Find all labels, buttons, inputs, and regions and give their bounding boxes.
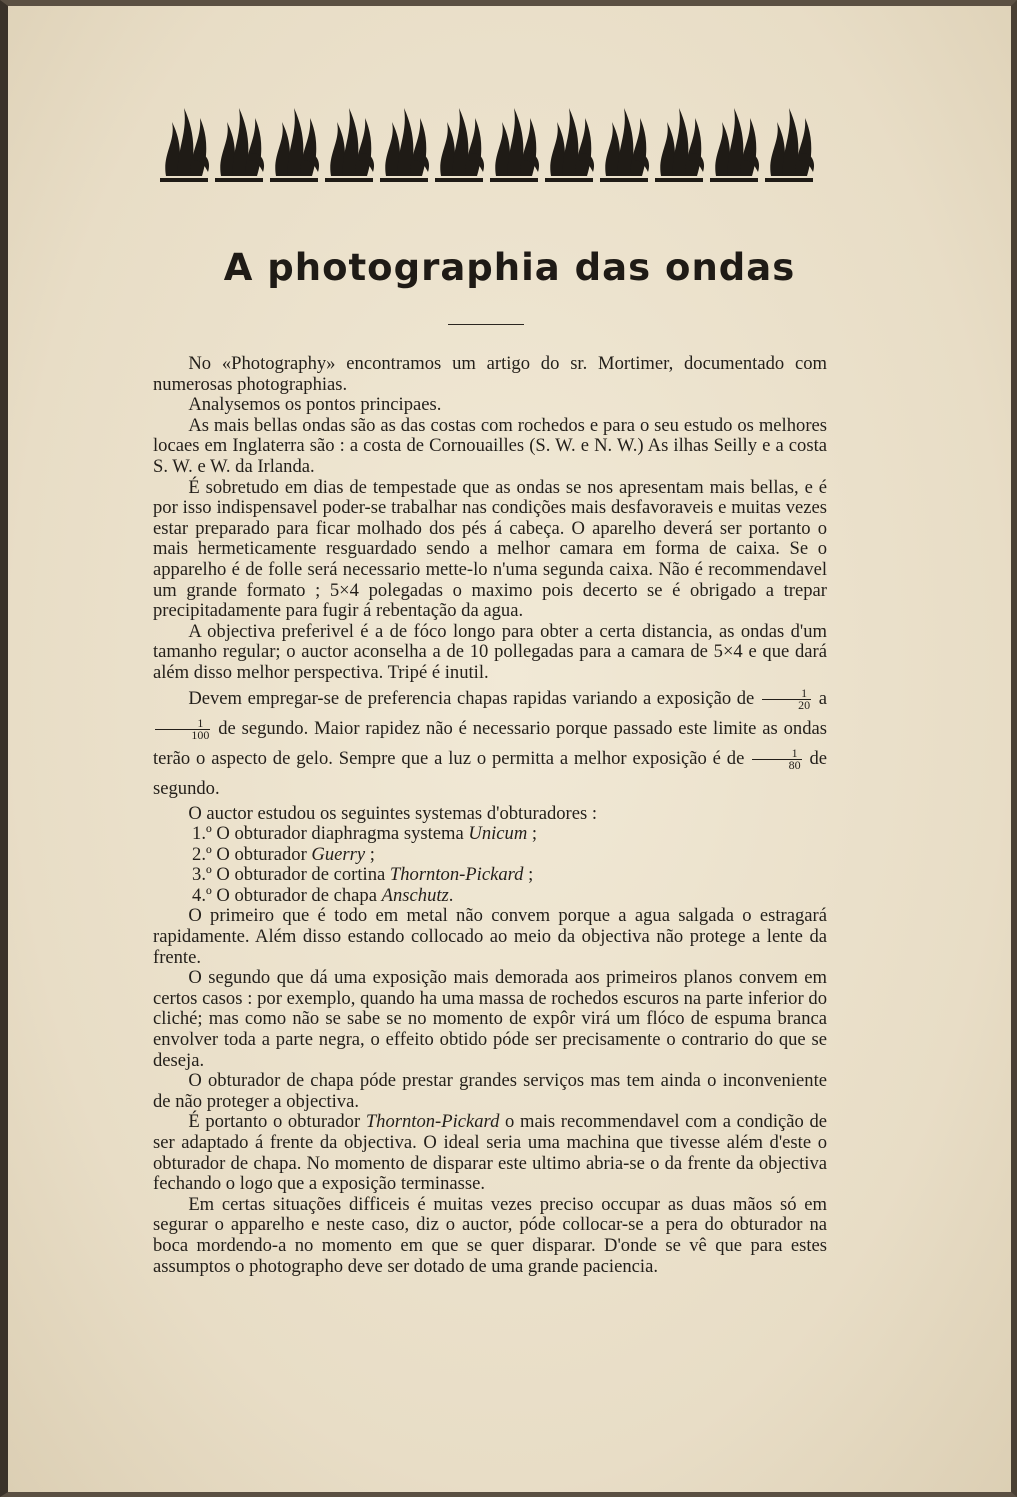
paragraph: O auctor estudou os seguintes systemas d'obturadores :: [188, 802, 598, 824]
paragraph: O obturador de chapa póde prestar grandes serviços mas tem ainda o inconveniente de não proteger a objectiva.: [153, 1070, 827, 1112]
shutter-list: [153, 824, 827, 906]
text-run: 2.º O obturador: [192, 843, 312, 865]
text-run: .: [448, 884, 454, 906]
paragraph: No «Photography» encontramos um artigo do sr. Mortimer, documentado com numerosas photographias.: [153, 353, 827, 395]
italic-run: Guerry: [311, 843, 366, 865]
paragraph: As mais bellas ondas são as das costas com rochedos e para o seu estudo os melhores locaes em Inglaterra são : a costa de Cornouailles (S. W. e N. W.) As ilhas Seilly e a costa S. W. e W. da Irlanda.: [153, 414, 827, 477]
text-run: de segundo.: [153, 747, 827, 799]
text-run: a: [818, 687, 828, 709]
paragraph: [153, 1112, 827, 1194]
title-rule: [448, 324, 524, 325]
list-item: [153, 824, 827, 845]
fraction-denominator: 20: [798, 697, 811, 712]
decorative-flame-border: [158, 94, 818, 186]
text-run: 3.º O obturador de cortina: [192, 864, 390, 886]
text-run: o mais recommendavel com a condição de ser adaptado á frente da objectiva. O ideal seria uma machina que tivesse além d'este o obturador de chapa. No momento de disparar este ultimo abria-se o da frente da objectiva fechando o logo que a exposição terminasse.: [153, 1111, 827, 1195]
paragraph: Em certas situações difficeis é muitas vezes preciso occupar as duas mãos só em segurar o apparelho e neste caso, diz o auctor, póde collocar-se a pera do obturador na boca mordendo-a no momento em que se quer disparar. D'onde se vê que para estes assumptos o photographo deve ser dotado de uma grande paciencia.: [153, 1193, 827, 1277]
fraction-denominator: 100: [191, 727, 210, 742]
fraction: [752, 745, 801, 772]
text-run: ;: [527, 823, 538, 845]
list-item: [153, 845, 827, 866]
text-run: de segundo. Maior rapidez não é necessario porque passado este limite as ondas terão o aspecto de gelo. Sempre que a luz o permitta a melhor exposição é de: [153, 717, 827, 769]
italic-run: Thornton-Pickard: [365, 1111, 500, 1133]
fraction-numerator: 1: [752, 748, 801, 760]
fraction: [762, 685, 811, 712]
italic-run: Anschutz: [381, 884, 449, 906]
paragraph-exposure: [153, 684, 827, 804]
fraction-numerator: 1: [762, 688, 811, 700]
fraction: [155, 715, 210, 742]
paragraph: O segundo que dá uma exposição mais demorada aos primeiros planos convem em certos casos : por exemplo, quando ha uma massa de rochedos escuros na parte inferior do cliché; mas como não se sabe se no momento de expôr virá um flóco de espuma branca envolver toda a parte negra, o effeito obtido póde ser precisamente o contrario do que se deseja.: [153, 967, 827, 1071]
text-run: Devem empregar-se de preferencia chapas rapidas variando a exposição de: [188, 687, 755, 709]
text-run: É portanto o obturador: [188, 1111, 366, 1133]
paragraph: A objectiva preferivel é a de fóco longo para obter a certa distancia, as ondas d'um tamanho regular; o auctor aconselha a de 10 pollegadas para a camara de 5×4 e que dará além disso melhor perspectiva. Tripé é inutil.: [153, 620, 827, 683]
fraction-numerator: 1: [155, 718, 210, 730]
paragraph: É sobretudo em dias de tempestade que as ondas se nos apresentam mais bellas, e é por isso indispensavel poder-se trabalhar nas condições mais desfavoraveis e muitas vezes estar preparado para ficar molhado dos pés á cabeça. O aparelho deverá ser portanto o mais hermeticamente resguardado sendo a melhor camara em forma de caixa. Se o apparelho é de folle será necessario mette-lo n'uma segunda caixa. Não é recommendavel um grande formato ; 5×4 polegadas o maximo pois decerto se é obrigado a trepar precipitadamente para fugir á rebentação da agua.: [153, 476, 827, 622]
italic-run: Thornton-Pickard: [389, 864, 524, 886]
article-body: [153, 354, 827, 1277]
text-run: 4.º O obturador de chapa: [192, 884, 382, 906]
list-item: [153, 886, 827, 907]
article-title: A photographia das ondas: [223, 246, 796, 289]
text-run: ;: [523, 864, 534, 886]
italic-run: Unicum: [468, 823, 528, 845]
paragraph: O primeiro que é todo em metal não convem porque a agua salgada o estragará rapidamente. Além disso estando collocado ao meio da objectiva não protege a lente da frente.: [153, 905, 827, 968]
list-item: [153, 865, 827, 886]
fraction-denominator: 80: [788, 757, 801, 772]
paragraph: Analysemos os pontos principaes.: [188, 394, 442, 416]
text-run: 1.º O obturador diaphragma systema: [192, 823, 469, 845]
text-run: ;: [365, 843, 375, 865]
